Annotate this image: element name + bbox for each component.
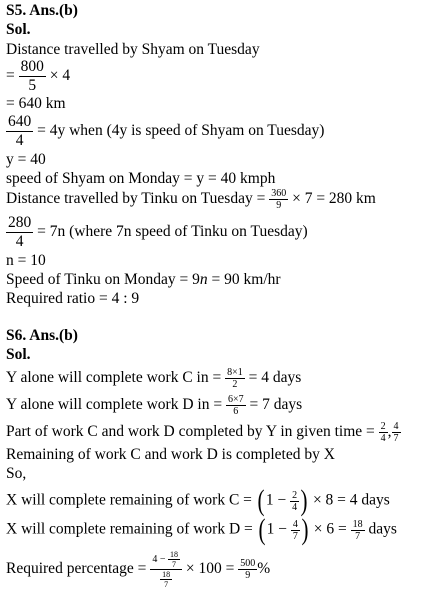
s6-l3-sep: , xyxy=(387,423,392,441)
s6-l8-top xyxy=(150,550,182,570)
s5-line-11: Required ratio = 4 : 9 xyxy=(6,290,140,307)
s6-l2-num: 6×7 xyxy=(227,394,244,405)
s6-line-8 xyxy=(6,550,270,589)
s5-l7-pre: Distance travelled by Tinku on Tuesday = xyxy=(6,190,266,208)
s5-l8-fraction xyxy=(6,214,33,251)
s6-heading: S6. Ans.(b) xyxy=(6,327,78,344)
s6-l8-rest: % xyxy=(257,560,271,578)
s6-l7-rden: 7 xyxy=(355,530,361,542)
s5-l7-den: 9 xyxy=(276,200,282,211)
s6-l6-open-paren: ( xyxy=(257,484,265,517)
s6-line-4: Remaining of work C and work D is completed by X xyxy=(6,446,335,463)
s5-sol-label: Sol. xyxy=(6,21,31,38)
s6-l6-den: 4 xyxy=(292,501,298,513)
s6-l7-rest: days xyxy=(368,520,397,538)
s6-l8-compound-fraction xyxy=(150,550,182,589)
s5-line-2 xyxy=(6,58,70,95)
s6-l3-den-2: 7 xyxy=(393,433,399,444)
s6-l1-num: 8×1 xyxy=(227,367,243,378)
s5-l7-fraction xyxy=(269,188,288,211)
s6-l7-fraction xyxy=(291,519,300,542)
s6-l8-bottom-fraction xyxy=(160,570,172,589)
s5-l2-eq: = xyxy=(6,67,15,85)
s5-l8-rest: = 7n (where 7n speed of Tinku on Tuesday) xyxy=(37,223,308,241)
s6-l8-top-a: 4 − xyxy=(152,553,166,565)
s5-line-9: n = 10 xyxy=(6,252,46,269)
s5-l10-var: n xyxy=(199,271,208,288)
s6-l8-top-den: 7 xyxy=(171,560,176,569)
s6-l6-rest: × 8 = 4 days xyxy=(312,491,390,509)
s6-l2-den: 6 xyxy=(233,406,239,417)
s5-line-1: Distance travelled by Shyam on Tuesday xyxy=(6,41,260,58)
s6-l8-pre: Required percentage = xyxy=(6,560,147,578)
s6-l3-den-1: 4 xyxy=(380,433,386,444)
s5-l8-den: 4 xyxy=(15,233,24,250)
s6-line-3 xyxy=(6,421,401,444)
s6-l8-rnum: 500 xyxy=(240,558,256,569)
s5-l7-num: 360 xyxy=(271,188,287,199)
s6-l8-top-num: 18 xyxy=(169,550,178,559)
s6-l7-num: 4 xyxy=(292,518,298,530)
s5-line-7 xyxy=(6,188,376,211)
s5-l4-den: 4 xyxy=(15,132,24,149)
s5-heading: S5. Ans.(b) xyxy=(6,2,78,19)
s6-l7-den: 7 xyxy=(292,530,298,542)
s6-l3-pre: Part of work C and work D completed by Y in given time = xyxy=(6,423,375,441)
s5-line-8 xyxy=(6,214,308,251)
s6-l6-close-paren: ) xyxy=(300,484,308,517)
s6-l8-mid: × 100 = xyxy=(185,560,235,578)
s6-l8-bot-den: 7 xyxy=(164,580,169,589)
s5-line-5: y = 40 xyxy=(6,151,46,168)
s5-l10-rest: = 90 km/hr xyxy=(207,271,281,288)
s6-l3-num-1: 2 xyxy=(380,421,386,432)
s5-line-3: = 640 km xyxy=(6,95,66,112)
s6-l2-rest: = 7 days xyxy=(249,396,303,414)
s5-l10-pre: Speed of Tinku on Monday = 9 xyxy=(6,271,200,288)
s6-l8-bot-num: 18 xyxy=(162,570,171,579)
s6-l7-pre: X will complete remaining of work D = xyxy=(6,520,253,538)
s5-l2-rest: × 4 xyxy=(49,67,71,85)
s6-l3-fraction-2 xyxy=(392,421,401,444)
s5-l2-den: 5 xyxy=(28,77,37,94)
s5-l4-rest: = 4y when (4y is speed of Shyam on Tuesday) xyxy=(37,122,325,140)
s6-line-7 xyxy=(6,515,397,545)
s6-l6-pre: X will complete remaining of work C = xyxy=(6,491,252,509)
s6-l7-open-paren: ( xyxy=(258,513,266,546)
s6-line-1 xyxy=(6,367,301,390)
s6-l8-rden: 9 xyxy=(245,570,251,581)
s5-l2-fraction xyxy=(19,58,46,95)
s6-l2-pre: Y alone will complete work D in = xyxy=(6,396,223,414)
s5-l4-num: 640 xyxy=(8,113,32,130)
s6-l3-fraction-1 xyxy=(379,421,388,444)
s6-sol-label: Sol. xyxy=(6,346,31,363)
s5-l2-num: 800 xyxy=(20,58,44,75)
s6-l6-num: 2 xyxy=(292,489,298,501)
s6-l8-top-fraction xyxy=(168,550,180,569)
s6-l7-close-paren: ) xyxy=(301,513,309,546)
s6-l1-pre: Y alone will complete work C in = xyxy=(6,369,222,387)
s6-l7-mid: × 6 = xyxy=(313,520,347,538)
s6-l6-in: 1 − xyxy=(265,491,287,509)
s5-l4-fraction xyxy=(6,113,33,150)
s6-l8-result-fraction xyxy=(238,558,257,581)
s5-line-10 xyxy=(6,271,281,289)
s6-l3-num-2: 4 xyxy=(393,421,399,432)
s6-l7-result-fraction xyxy=(351,519,365,542)
s6-l7-rnum: 18 xyxy=(352,518,363,530)
s6-line-6 xyxy=(6,486,390,516)
s5-l8-num: 280 xyxy=(8,214,32,231)
s6-l1-rest: = 4 days xyxy=(248,369,302,387)
s5-line-4 xyxy=(6,113,324,150)
s6-l7-in: 1 − xyxy=(266,520,288,538)
s6-l1-den: 2 xyxy=(232,379,238,390)
s5-line-6: speed of Shyam on Monday = y = 40 kmph xyxy=(6,170,276,187)
s6-l8-bottom xyxy=(150,570,182,589)
s6-line-2 xyxy=(6,394,302,417)
s6-l2-fraction xyxy=(226,394,246,417)
s6-l6-fraction xyxy=(290,490,299,513)
s5-l7-rest: × 7 = 280 km xyxy=(292,190,376,208)
s6-line-5: So, xyxy=(6,465,27,482)
s6-l1-fraction xyxy=(225,367,245,390)
